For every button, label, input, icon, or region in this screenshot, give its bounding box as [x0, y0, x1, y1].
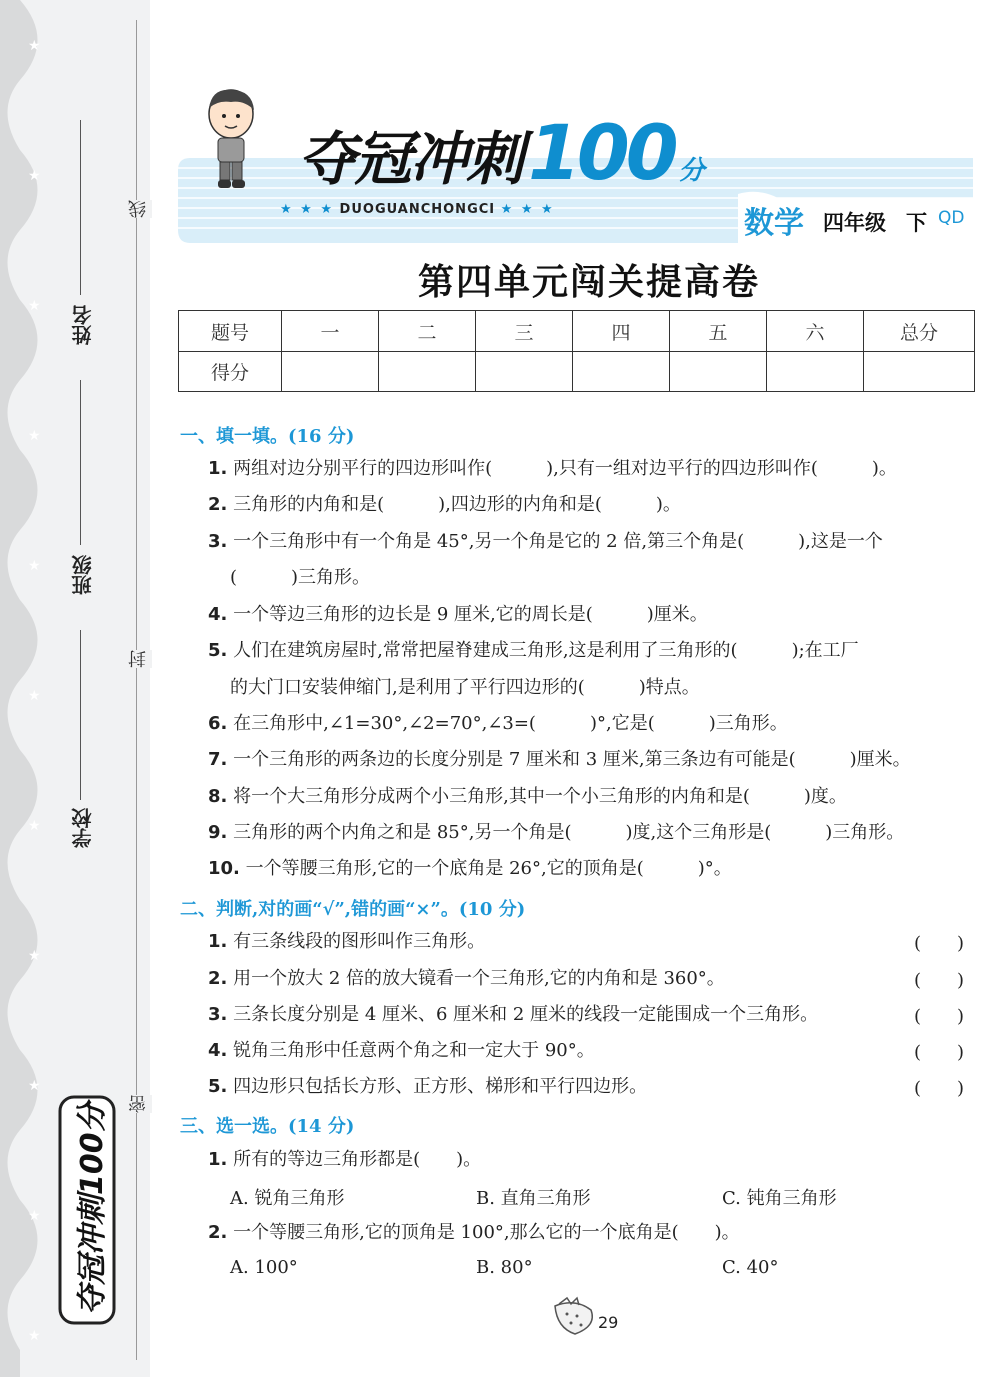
item-number: 6.: [208, 713, 228, 734]
item-text: ( )三角形。: [230, 567, 371, 588]
svg-text:★: ★: [28, 948, 41, 964]
item-text: 三角形的两个内角之和是 85°,另一个角是( )度,这个三角形是( )三角形。: [233, 822, 905, 843]
section2-heading: 二、判断,对的画“√”,错的画“×”。(10 分): [180, 899, 526, 920]
item-number: 2.: [208, 494, 228, 515]
item-text: 一个等腰三角形,它的一个底角是 26°,它的顶角是( )°。: [245, 858, 732, 879]
page-title-text: 第四单元闯关提高卷: [417, 261, 760, 303]
section3-heading: 三、选一选。(14 分): [180, 1116, 355, 1137]
list-item: [208, 1074, 647, 1100]
strip-logo-text: 夺冠冲刺100分: [75, 1102, 110, 1315]
item-number: 3.: [208, 531, 228, 552]
score-input-cell[interactable]: [379, 352, 476, 392]
mark-secret: 密: [126, 1095, 152, 1113]
item-text: 有三条线段的图形叫作三角形。: [233, 931, 486, 952]
item-text: 一个等腰三角形,它的顶角是 100°,那么它的一个底角是( )。: [233, 1222, 740, 1243]
binding-strip: [0, 0, 150, 1377]
item-number: 5.: [208, 640, 228, 661]
strip-logo: [58, 1095, 116, 1325]
item-text: 在三角形中,∠1=30°,∠2=70°,∠3=( )°,它是( )三角形。: [233, 713, 788, 734]
svg-text:★: ★: [28, 1328, 41, 1344]
option-a[interactable]: A. 100°: [230, 1257, 298, 1278]
table-cell: 三: [476, 311, 573, 352]
option-c[interactable]: C. 钝角三角形: [722, 1188, 837, 1209]
table-cell: 得分: [179, 352, 282, 392]
brand-logo: [298, 108, 705, 197]
version-label: QD: [938, 208, 965, 228]
brand-pinyin: [280, 202, 555, 217]
item-text: 的大门口安装伸缩门,是利用了平行四边形的( )特点。: [230, 677, 700, 698]
brand-cn: 夺冠冲刺: [298, 125, 523, 193]
list-item: [208, 1038, 595, 1064]
item-text: 一个三角形的两条边的长度分别是 7 厘米和 3 厘米,第三条边有可能是( )厘米。: [233, 749, 911, 770]
answer-paren[interactable]: ( ): [914, 1006, 965, 1027]
item-number: 3.: [208, 1004, 228, 1025]
list-item: [230, 675, 700, 701]
svg-text:★: ★: [28, 298, 41, 314]
strawberry-icon: [545, 1296, 605, 1336]
brand-fen: 分: [678, 156, 705, 186]
list-item: [208, 456, 897, 482]
name-label: 姓名: [71, 305, 95, 345]
list-item: [208, 529, 883, 555]
option-a[interactable]: A. 锐角三角形: [230, 1188, 345, 1209]
item-text: 一个三角形中有一个角是 45°,另一个角是它的 2 倍,第三个角是( ),这是一个: [233, 531, 883, 552]
table-cell: 四: [573, 311, 670, 352]
item-number: 5.: [208, 1076, 228, 1097]
list-item: [208, 602, 708, 628]
list-item: [208, 784, 847, 810]
item-number: 8.: [208, 786, 228, 807]
item-text: 人们在建筑房屋时,常常把屋脊建成三角形,这是利用了三角形的( );在工厂: [233, 640, 859, 661]
list-item: [208, 711, 788, 737]
stars-left: ★ ★ ★: [280, 202, 335, 217]
svg-text:★: ★: [28, 1208, 41, 1224]
item-text: 三条长度分别是 4 厘米、6 厘米和 2 厘米的线段一定能围成一个三角形。: [233, 1004, 819, 1025]
list-item: [208, 966, 725, 992]
item-text: 三角形的内角和是( ),四边形的内角和是( )。: [233, 494, 681, 515]
boy-illustration-icon: [198, 86, 264, 190]
item-number: 7.: [208, 749, 228, 770]
score-input-cell[interactable]: [282, 352, 379, 392]
item-number: 2.: [208, 968, 228, 989]
table-cell: 五: [670, 311, 767, 352]
mark-seal: 封: [126, 650, 152, 668]
answer-paren[interactable]: ( ): [914, 1042, 965, 1063]
item-number: 1.: [208, 1149, 228, 1170]
answer-paren[interactable]: ( ): [914, 1078, 965, 1099]
subject-label: 数学: [744, 206, 804, 241]
table-cell: 总分: [864, 311, 975, 352]
score-value-row: [179, 352, 975, 392]
svg-text:★: ★: [28, 1078, 41, 1094]
school-line: [80, 630, 81, 800]
score-input-cell[interactable]: [864, 352, 975, 392]
page-number: 29: [598, 1313, 619, 1332]
score-input-cell[interactable]: [573, 352, 670, 392]
list-item: [208, 492, 681, 518]
list-item: [208, 820, 904, 846]
mark-line: 线: [126, 200, 152, 218]
item-text: 四边形只包括长方形、正方形、梯形和平行四边形。: [233, 1076, 648, 1097]
answer-paren[interactable]: ( ): [914, 933, 965, 954]
item-text: 所有的等边三角形都是( )。: [233, 1149, 482, 1170]
score-input-cell[interactable]: [767, 352, 864, 392]
list-item: [208, 856, 732, 882]
score-input-cell[interactable]: [476, 352, 573, 392]
option-c[interactable]: C. 40°: [722, 1257, 779, 1278]
cut-line: [136, 20, 137, 1360]
list-item: [208, 1147, 481, 1173]
list-item: [208, 747, 911, 773]
table-cell: 六: [767, 311, 864, 352]
item-number: 2.: [208, 1222, 228, 1243]
section1-heading: 一、填一填。(16 分): [180, 426, 355, 447]
table-cell: 题号: [179, 311, 282, 352]
option-b[interactable]: B. 80°: [476, 1257, 533, 1278]
item-text: 将一个大三角形分成两个小三角形,其中一个小三角形的内角和是( )度。: [233, 786, 847, 807]
svg-text:★: ★: [28, 428, 41, 444]
item-number: 9.: [208, 822, 228, 843]
list-item: [208, 1220, 740, 1246]
table-cell: 二: [379, 311, 476, 352]
class-line: [80, 380, 81, 545]
brand-number: 100: [528, 108, 675, 197]
list-item: [208, 1002, 818, 1028]
pinyin-text: DUOGUANCHONGCI: [339, 202, 496, 217]
score-table: [178, 310, 975, 392]
table-cell: 一: [282, 311, 379, 352]
item-number: 4.: [208, 604, 228, 625]
term-label: 下: [906, 211, 927, 235]
item-number: 1.: [208, 931, 228, 952]
svg-text:★: ★: [28, 168, 41, 184]
list-item: [230, 565, 370, 591]
svg-text:★: ★: [28, 558, 41, 574]
svg-text:★: ★: [28, 38, 41, 54]
option-b[interactable]: B. 直角三角形: [476, 1188, 591, 1209]
item-text: 一个等边三角形的边长是 9 厘米,它的周长是( )厘米。: [233, 604, 708, 625]
item-text: 用一个放大 2 倍的放大镜看一个三角形,它的内角和是 360°。: [233, 968, 725, 989]
page-title: [0, 254, 1000, 305]
school-label: 学校: [71, 808, 95, 848]
grade-label: 四年级: [823, 211, 886, 235]
class-label: 班级: [71, 555, 95, 595]
svg-text:★: ★: [28, 818, 41, 834]
stars-right: ★ ★ ★: [500, 202, 555, 217]
svg-text:★: ★: [28, 688, 41, 704]
list-item: [208, 638, 859, 664]
answer-paren[interactable]: ( ): [914, 970, 965, 991]
score-header-row: [179, 311, 975, 352]
item-number: 1.: [208, 458, 228, 479]
item-text: 锐角三角形中任意两个角之和一定大于 90°。: [233, 1040, 595, 1061]
item-number: 10.: [208, 858, 240, 879]
score-input-cell[interactable]: [670, 352, 767, 392]
item-text: 两组对边分别平行的四边形叫作( ),只有一组对边平行的四边形叫作( )。: [233, 458, 897, 479]
item-number: 4.: [208, 1040, 228, 1061]
list-item: [208, 929, 485, 955]
